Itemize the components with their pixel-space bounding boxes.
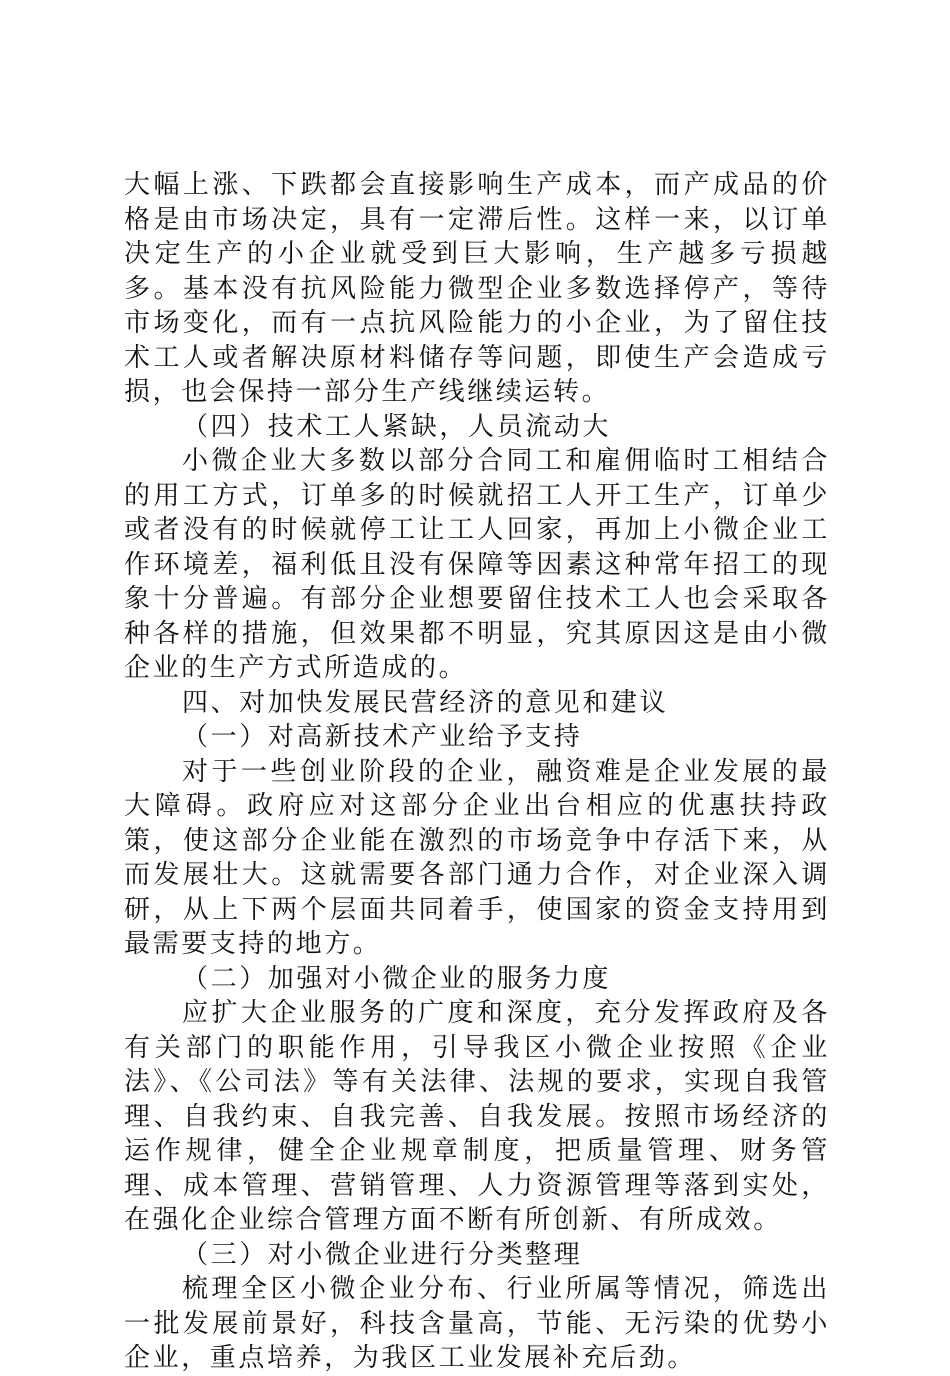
section-heading-two: （二）加强对小微企业的服务力度 (182, 963, 612, 994)
paragraph-service-strength: 应扩大企业服务的广度和深度，充分发挥政府及各有关部门的职能作用，引导我区小微企业按照《企业法》、《公司法》等有关法律、法规的要求，实现自我管理、自我约束、自我完善、自我发展。按照市场经济的运作规律，健全企业规章制度，把质量管理、财务管理、成本管理、营销管理、人力资源管理等落到实处，在强化企业综合管理方面不断有所创新、有所成效。 (124, 998, 830, 1235)
section-heading-three: （三）对小微企业进行分类整理 (182, 1239, 583, 1270)
paragraph-labor-shortage: 小微企业大多数以部分合同工和雇佣临时工相结合的用工方式，订单多的时候就招工人开工生产，订单少或者没有的时候就停工让工人回家，再加上小微企业工作环境差，福利低且没有保障等因素这种常年招工的现象十分普遍。有部分企业想要留住技术工人也会采取各种各样的措施，但效果都不明显，究其原因这是由小微企业的生产方式所造成的。 (124, 446, 830, 683)
paragraph-hightech-support: 对于一些创业阶段的企业，融资难是企业发展的最大障碍。政府应对这部分企业出台相应的优惠扶持政策，使这部分企业能在激烈的市场竞争中存活下来，从而发展壮大。这就需要各部门通力合作，对企业深入调研，从上下两个层面共同着手，使国家的资金支持用到最需要支持的地方。 (124, 756, 830, 959)
paragraph-classification: 梳理全区小微企业分布、行业所属等情况，筛选出一批发展前景好，科技含量高，节能、无污染的优势小企业，重点培养，为我区工业发展补充后劲。 (124, 1274, 830, 1373)
paragraph-continued: 大幅上涨、下跌都会直接影响生产成本，而产成品的价格是由市场决定，具有一定滞后性。这样一来，以订单决定生产的小企业就受到巨大影响，生产越多亏损越多。基本没有抗风险能力微型企业多数选择停产，等待市场变化，而有一点抗风险能力的小企业，为了留住技术工人或者解决原材料储存等问题，即使生产会造成亏损，也会保持一部分生产线继续运转。 (124, 170, 830, 407)
section-heading-one: （一）对高新技术产业给予支持 (182, 722, 583, 752)
section-heading-four: （四）技术工人紧缺，人员流动大 (182, 411, 612, 442)
document-body (124, 168, 830, 1376)
chapter-heading-suggestions: 四、对加快发展民营经济的意见和建议 (182, 687, 669, 718)
